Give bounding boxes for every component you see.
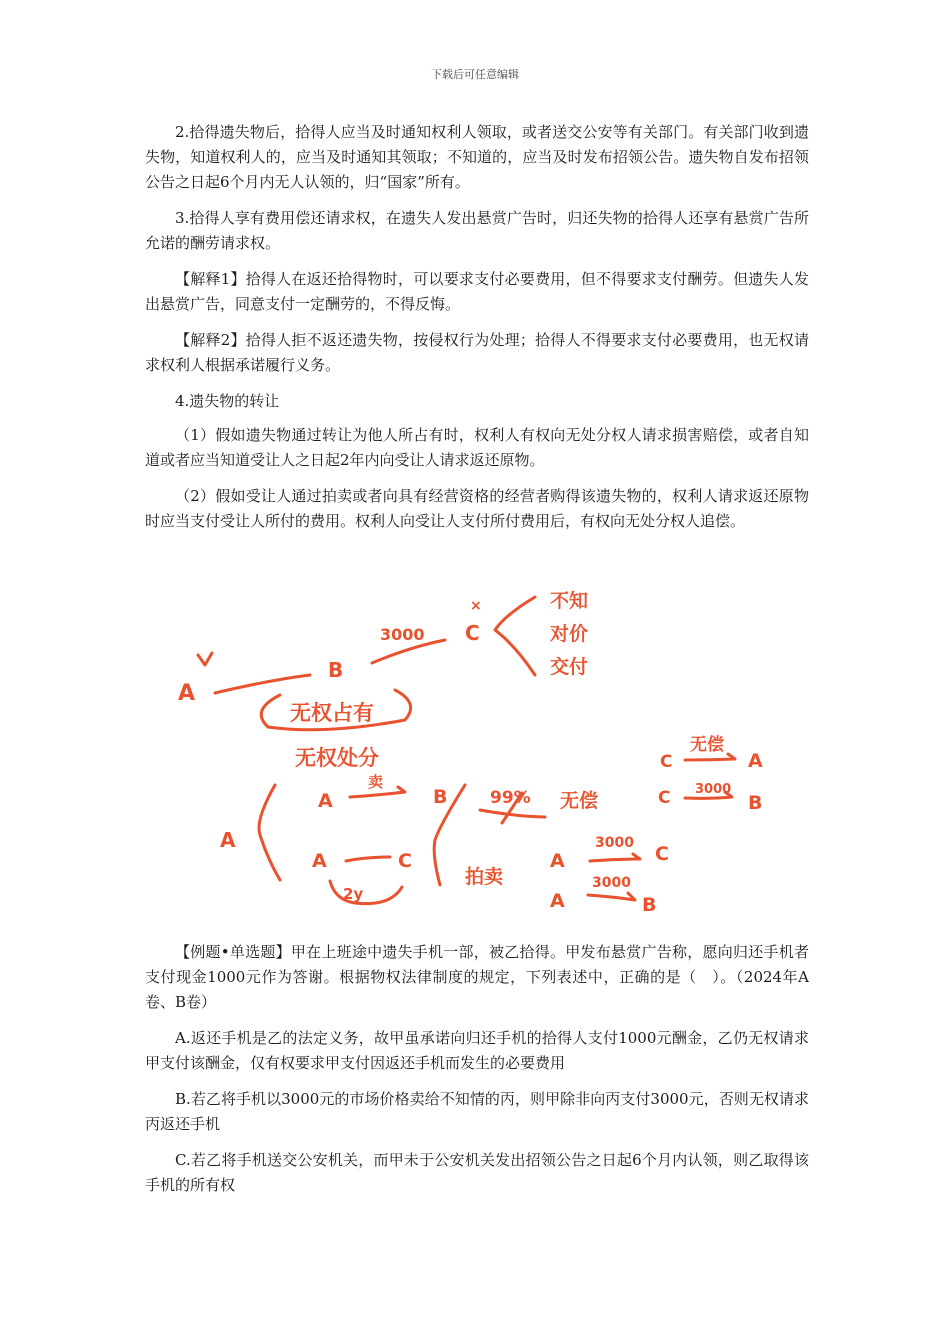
- paragraph-option-c: C.若乙将手机送交公安机关，而甲未于公安机关发出招领公告之日起6个月内认领，则乙取得该手机的所有权: [145, 1151, 809, 1194]
- paragraph-question-stem: 【例题•单选题】甲在上班途中遗失手机一部，被乙拾得。甲发布悬赏广告称，愿向归还手机者支付现金1000元作为答谢。根据物权法律制度的规定，下列表述中，正确的是（ ）。（2024年A卷、B卷）: [145, 943, 809, 1011]
- sketch-label-b4: B: [748, 792, 763, 814]
- sketch-label-auction: 拍卖: [465, 866, 504, 888]
- paragraph-lost-item-notice: 2.拾得遗失物后，拾得人应当及时通知权利人领取，或者送交公安等有关部门。有关部门收到遗失物，知道权利人的，应当及时通知其领取；不知道的，应当及时发布招领公告。遗失物自发布招领公告之日起6个月内无人认领的，归“国家”所有。: [145, 123, 809, 191]
- sketch-label-c-top: C: [660, 752, 673, 772]
- paragraph-explanation-1: 【解释1】拾得人在返还拾得物时，可以要求支付必要费用，但不得要求支付酬劳。但遗失人发出悬赏广告，同意支付一定酬劳的，不得反悔。: [145, 270, 809, 313]
- paragraph-transfer-1: （1）假如遗失物通过转让为他人所占有时，权利人有权向无处分权人请求损害赔偿，或者自知道或者应当知道受让人之日起2年内向受让人请求返还原物。: [145, 426, 809, 469]
- sketch-label-99pct: 99%: [490, 788, 531, 808]
- sketch-label-c3: C: [655, 843, 669, 865]
- sketch-label-a2a: A: [318, 790, 333, 812]
- sketch-label-sell: 卖: [368, 773, 384, 791]
- sketch-label-a4: A: [550, 890, 565, 912]
- sketch-label-c-mid: C: [658, 788, 671, 808]
- sketch-label-a1: A: [178, 681, 196, 706]
- sketch-line-99pct: [480, 810, 545, 817]
- sketch-label-3000-top: 3000: [380, 625, 425, 644]
- sketch-label-no-right-possess: 无权占有: [290, 701, 374, 725]
- sketch-bracket-top: [495, 597, 535, 675]
- example-question-section: [145, 940, 809, 1209]
- sketch-label-3000-b: 3000: [592, 875, 631, 891]
- paragraph-explanation-2: 【解释2】拾得人拒不返还遗失物，按侵权行为处理；拾得人不得要求支付必要费用，也无权请求权利人根据承诺履行义务。: [145, 331, 809, 374]
- handwritten-sketch: [150, 585, 810, 925]
- sketch-bracket-lower-left: [259, 785, 280, 880]
- sketch-label-no-comp2: 无偿: [690, 735, 724, 755]
- sketch-circle-years: [330, 881, 402, 904]
- page-header: 下载后可任意编辑: [431, 68, 519, 81]
- sketch-label-a2: A: [220, 828, 236, 852]
- paragraph-transfer-2: （2）假如受让人通过拍卖或者向具有经营资格的经营者购得该遗失物的，权利人请求返还原物时应当支付受让人所付的费用。权利人向受让人支付所付费用后，有权向无处分权人追偿。: [145, 487, 809, 530]
- main-text-section: [145, 120, 809, 545]
- sketch-arrow-a-b2: [588, 893, 635, 900]
- sketch-label-3000-c: 3000: [695, 782, 732, 797]
- sketch-label-years: 2y: [343, 885, 364, 903]
- sketch-label-3000-a: 3000: [595, 835, 634, 851]
- paragraph-option-a: A.返还手机是乙的法定义务，故甲虽承诺向归还手机的拾得人支付1000元酬金，乙仍无权请求甲支付该酬金，仅有权要求甲支付因返还手机而发生的必要费用: [145, 1029, 809, 1072]
- sketch-label-consideration: 对价: [550, 623, 589, 645]
- sketch-label-b1: B: [328, 658, 344, 682]
- sketch-line-a-b: [215, 675, 310, 693]
- sketch-label-b2: B: [433, 786, 448, 808]
- sketch-check-mark: [198, 653, 212, 665]
- sketch-label-a5: A: [748, 750, 763, 772]
- paragraph-transfer-heading: 4.遗失物的转让: [175, 392, 280, 410]
- sketch-arrow-a-c: [590, 854, 640, 861]
- sketch-label-pay: 交付: [550, 656, 589, 678]
- sketch-label-x: ×: [470, 598, 482, 614]
- paragraph-option-b: B.若乙将手机以3000元的市场价格卖给不知情的丙，则甲除非向丙支付3000元，否则无权请求丙返还手机: [145, 1090, 809, 1133]
- paragraph-expense-claim: 3.拾得人享有费用偿还请求权，在遗失人发出悬赏广告时，归还失物的拾得人还享有悬赏广告所允诺的酬劳请求权。: [145, 209, 809, 252]
- sketch-label-a3: A: [550, 850, 565, 872]
- sketch-line-a-c: [346, 857, 390, 861]
- sketch-label-b3: B: [642, 894, 657, 916]
- sketch-label-a2b: A: [312, 850, 327, 872]
- sketch-label-c2: C: [398, 850, 412, 872]
- sketch-label-unknown: 不知: [550, 590, 589, 612]
- sketch-label-c1: C: [465, 621, 480, 645]
- sketch-label-no-right-dispose: 无权处分: [295, 746, 379, 770]
- sketch-label-no-comp: 无偿: [560, 790, 599, 812]
